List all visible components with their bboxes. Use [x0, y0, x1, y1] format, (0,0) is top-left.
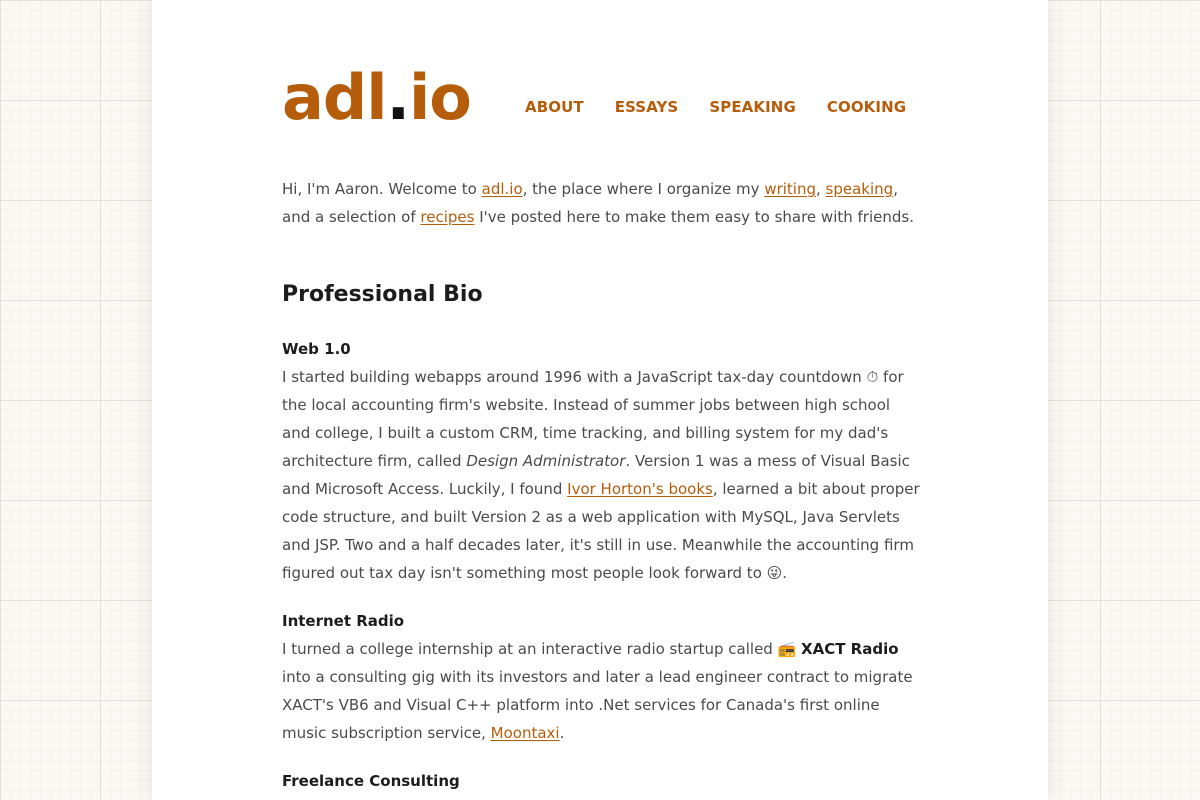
bio-freelance-title: Freelance Consulting — [282, 772, 460, 790]
nav-cooking[interactable]: COOKING — [826, 98, 907, 116]
intro-text-4: , and a selection of — [282, 180, 898, 226]
bio-web-text-2: . Version 1 was a mess of Visual Basic and Microsoft Access. Luckily, I found — [282, 452, 910, 498]
intro-paragraph — [282, 175, 922, 231]
bio-radio-title: Internet Radio — [282, 612, 405, 630]
intro-text-1: Hi, I'm Aaron. Welcome to — [282, 180, 482, 198]
xact-radio-name: XACT Radio — [801, 640, 899, 658]
intro-text-2: , the place where I organize my — [522, 180, 765, 198]
bio-web-text-1: I started building webapps around 1996 with a JavaScript tax-day countdown ⏱ for the local accounting firm's website. Instead of summer jobs between high school and college, I built a custom CRM, time tracking, and billing system for my dad's architecture firm, called — [282, 368, 904, 470]
nav-essays[interactable]: ESSAYS — [614, 98, 679, 116]
bio-radio-text-3: . — [559, 724, 565, 742]
bio-radio-text-2: into a consulting gig with its investors and later a lead engineer contract to migrate XACT's VB6 and Visual C++ platform into .Net services for Canada's first online music subscription service, — [282, 668, 913, 742]
logo-tail: io — [409, 61, 471, 134]
bio-radio-text-1: I turned a college internship at an interactive radio startup called 📻 — [282, 640, 802, 658]
bio-heading: Professional Bio — [282, 282, 483, 307]
intro-speaking-link[interactable]: speaking — [825, 180, 894, 198]
bio-freelance-section — [282, 767, 922, 795]
bio-radio-section — [282, 607, 922, 747]
bio-web-text-3: , learned a bit about proper code structure, and built Version 2 as a web application with MySQL, Java Servlets and JSP. Two and a half decades later, it's still in use. Meanwhile the accounting firm figured out tax day isn't something most people look forward to 😜. — [282, 480, 920, 582]
nav-speaking[interactable]: SPEAKING — [709, 98, 796, 116]
intro-text-5: I've posted here to make them easy to share with friends. — [474, 208, 914, 226]
bio-web-paragraph — [282, 363, 922, 587]
logo-main: adl — [282, 61, 387, 134]
bio-web-section — [282, 335, 922, 587]
intro-section — [282, 175, 922, 231]
bio-web-emphasis: Design Administrator — [466, 452, 626, 470]
main-content — [282, 0, 922, 790]
page-card — [152, 0, 1048, 800]
ivor-horton-books-link[interactable]: Ivor Horton's books — [567, 480, 713, 498]
moontaxi-link[interactable]: Moontaxi — [490, 724, 560, 742]
intro-writing-link[interactable]: writing — [764, 180, 816, 198]
bio-radio-paragraph — [282, 635, 922, 747]
intro-text-3: , — [816, 180, 826, 198]
site-header — [282, 0, 922, 150]
bio-web-title: Web 1.0 — [282, 340, 351, 358]
intro-site-link[interactable]: adl.io — [481, 180, 523, 198]
nav-about[interactable]: ABOUT — [525, 98, 584, 116]
logo-dot: . — [386, 61, 410, 134]
main-nav — [525, 96, 906, 118]
intro-recipes-link[interactable]: recipes — [420, 208, 475, 226]
site-logo[interactable] — [282, 58, 471, 138]
